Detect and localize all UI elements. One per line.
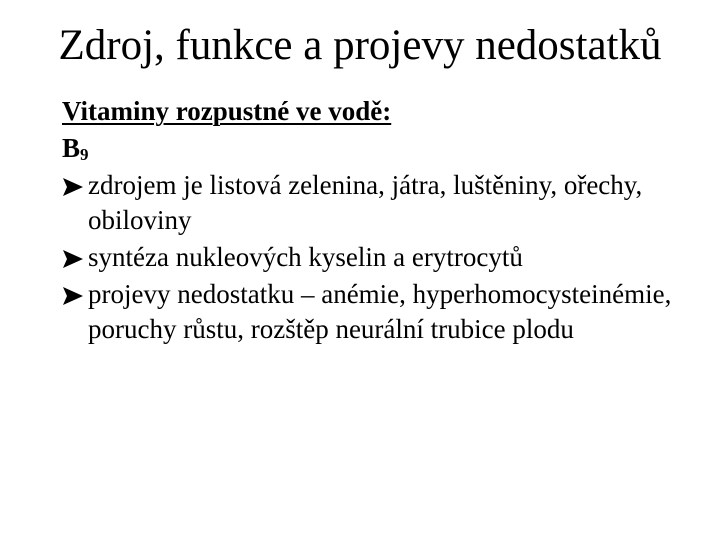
bullet-item [62, 240, 702, 275]
bullet-item [62, 277, 702, 347]
vitamin-label [62, 131, 702, 166]
arrow-bullet-icon [62, 177, 84, 197]
vitamin-letter: B [62, 133, 81, 163]
vitamin-subscript: 9 [80, 145, 89, 164]
arrow-bullet-icon [62, 286, 84, 306]
bullet-item [62, 168, 702, 238]
bullet-text: projevy nedostatku – anémie, hyperhomocysteinémie, poruchy růstu, rozštěp neurální trubice plodu [88, 279, 672, 344]
arrow-bullet-icon [62, 249, 84, 269]
bullet-list [62, 168, 702, 347]
bullet-text: syntéza nukleových kyselin a erytrocytů [88, 242, 523, 272]
slide-content [62, 94, 702, 347]
slide-title: Zdroj, funkce a projevy nedostatků [58, 22, 662, 69]
bullet-text: zdrojem je listová zelenina, játra, luštěniny, ořechy, obiloviny [88, 170, 643, 235]
section-heading: Vitaminy rozpustné ve vodě: [62, 96, 392, 126]
